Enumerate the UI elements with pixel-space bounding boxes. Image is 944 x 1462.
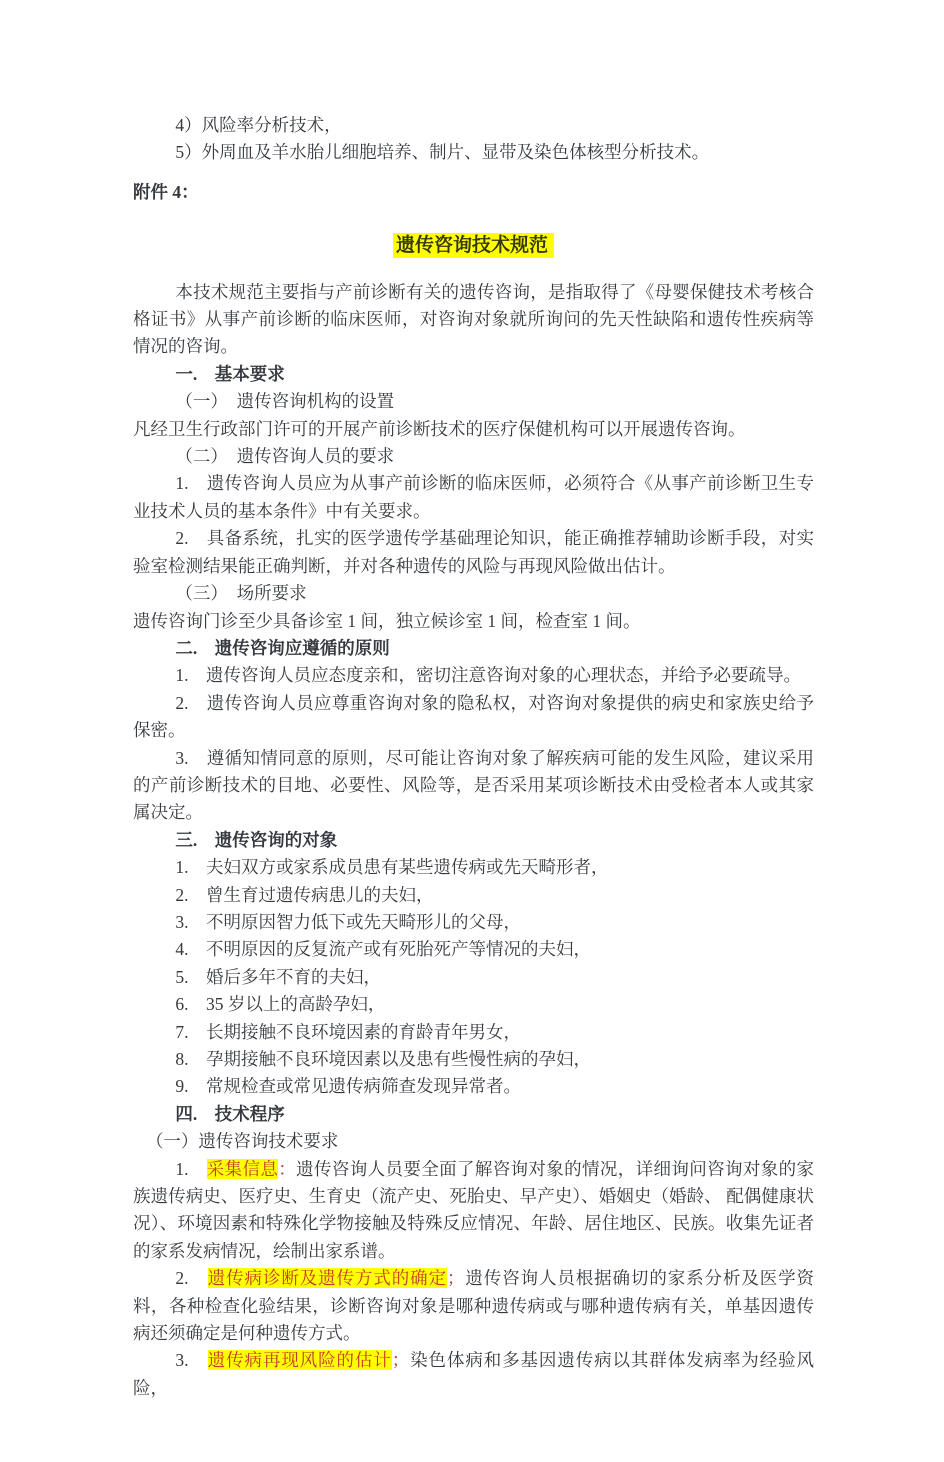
section-1-1-heading: （一） 遗传咨询机构的设置 — [175, 391, 395, 412]
section-4-1-heading: （一）遗传咨询技术要求 — [145, 1131, 339, 1152]
section-3-item-6: 6. 35 岁以上的高龄孕妇， — [175, 994, 386, 1015]
text-run: 染色体病和多基因遗传病以其群体发病率为经验风险， — [133, 1350, 815, 1398]
text-run: 3. — [175, 1350, 208, 1371]
red-punctuation: ； — [446, 1268, 465, 1289]
document-title — [133, 232, 814, 259]
section-2-item-1: 1. 遗传咨询人员应态度亲和，密切注意咨询对象的心理状态，并给予必要疏导。 — [175, 665, 801, 686]
section-1-2-heading: （二） 遗传咨询人员的要求 — [175, 446, 395, 467]
section-3-item-5: 5. 婚后多年不育的夫妇， — [175, 966, 381, 987]
section-1-1-body: 凡经卫生行政部门许可的开展产前诊断技术的医疗保健机构可以开展遗传咨询。 — [133, 418, 746, 439]
text-run: 2. — [175, 1268, 208, 1289]
attachment-label: 附件 4： — [133, 181, 199, 202]
section-1-heading: 一. 基本要求 — [175, 363, 285, 384]
intro-item-5: 5）外周血及羊水胎儿细胞培养、制片、显带及染色体核型分析技术。 — [175, 142, 710, 163]
section-3-item-7: 7. 长期接触不良环境因素的育龄青年男女， — [175, 1021, 521, 1042]
section-3-item-9: 9. 常规检查或常见遗传病筛查发现异常者。 — [175, 1076, 521, 1097]
section-1-2-item-1: 1. 遗传咨询人员应为从事产前诊断的临床医师，必须符合《从事产前诊断卫生专业技术人员的基本条件》中有关要求。 — [133, 473, 814, 521]
text-run: 遗传咨询人员要全面了解咨询对象的情况，详细询问咨询对象的家族遗传病史、医疗史、生育史（流产史、死胎史、早产史）、婚姻史（婚龄、 配偶健康状况）、环境因素和特殊化学物接触及特殊反应情况、年龄、居住地区、民族。收集先证者的家系发病情况，绘制出家系谱。 — [133, 1158, 815, 1261]
section-2-item-3: 3. 遵循知情同意的原则，尽可能让咨询对象了解疾病可能的发生风险，建议采用的产前诊断技术的目地、必要性、风险等，是否采用某项诊断技术由受检者本人或其家属决定。 — [133, 747, 814, 823]
section-4-1-item-1 — [133, 1156, 814, 1266]
section-3-item-2: 2. 曾生育过遗传病患儿的夫妇， — [175, 884, 434, 905]
section-3-item-1: 1. 夫妇双方或家系成员患有某些遗传病或先天畸形者， — [175, 857, 609, 878]
intro-item-4: 4）风险率分析技术， — [175, 115, 342, 135]
section-4-1-item-3 — [133, 1347, 814, 1402]
document-body — [133, 112, 814, 1402]
red-punctuation: ； — [391, 1350, 410, 1371]
section-2-heading: 二. 遗传咨询应遵循的原则 — [175, 637, 390, 658]
section-1-3-heading: （三） 场所要求 — [175, 583, 307, 604]
text-run: 1. — [175, 1158, 207, 1179]
section-1-3-body: 遗传咨询门诊至少具备诊室 1 间，独立候诊室 1 间，检查室 1 间。 — [133, 610, 641, 631]
section-3-item-3: 3. 不明原因智力低下或先天畸形儿的父母， — [175, 911, 521, 932]
intro-paragraph: 本技术规范主要指与产前诊断有关的遗传咨询，是指取得了《母婴保健技术考核合格证书》从事产前诊断的临床医师，对咨询对象就所询问的先天性缺陷和遗传性疾病等情况的咨询。 — [133, 281, 814, 357]
highlighted-term: 采集信息 — [206, 1158, 279, 1179]
highlighted-title: 遗传咨询技术规范 — [393, 233, 554, 258]
section-2-item-2: 2. 遗传咨询人员应尊重咨询对象的隐私权，对咨询对象提供的病史和家族史给予保密。 — [133, 692, 814, 741]
highlighted-term: 遗传病诊断及遗传方式的确定 — [207, 1268, 447, 1289]
section-4-1-item-2 — [133, 1265, 814, 1347]
text-run: 遗传咨询人员根据确切的家系分析及医学资料，各种检查化验结果，诊断咨询对象是哪种遗传病或与哪种遗传病有关，单基因遗传病还须确定是何种遗传方式。 — [133, 1268, 815, 1344]
section-4-heading: 四. 技术程序 — [175, 1103, 285, 1124]
section-1-2-item-2: 2. 具备系统，扎实的医学遗传学基础理论知识，能正确推荐辅助诊断手段，对实验室检测结果能正确判断，并对各种遗传的风险与再现风险做出估计。 — [133, 528, 814, 576]
highlighted-term: 遗传病再现风险的估计 — [207, 1350, 392, 1371]
section-3-item-8: 8. 孕期接触不良环境因素以及患有些慢性病的孕妇， — [175, 1049, 591, 1069]
section-3-heading: 三. 遗传咨询的对象 — [175, 829, 338, 850]
section-3-item-4: 4. 不明原因的反复流产或有死胎死产等情况的夫妇， — [175, 939, 591, 960]
red-punctuation: ： — [278, 1158, 297, 1179]
